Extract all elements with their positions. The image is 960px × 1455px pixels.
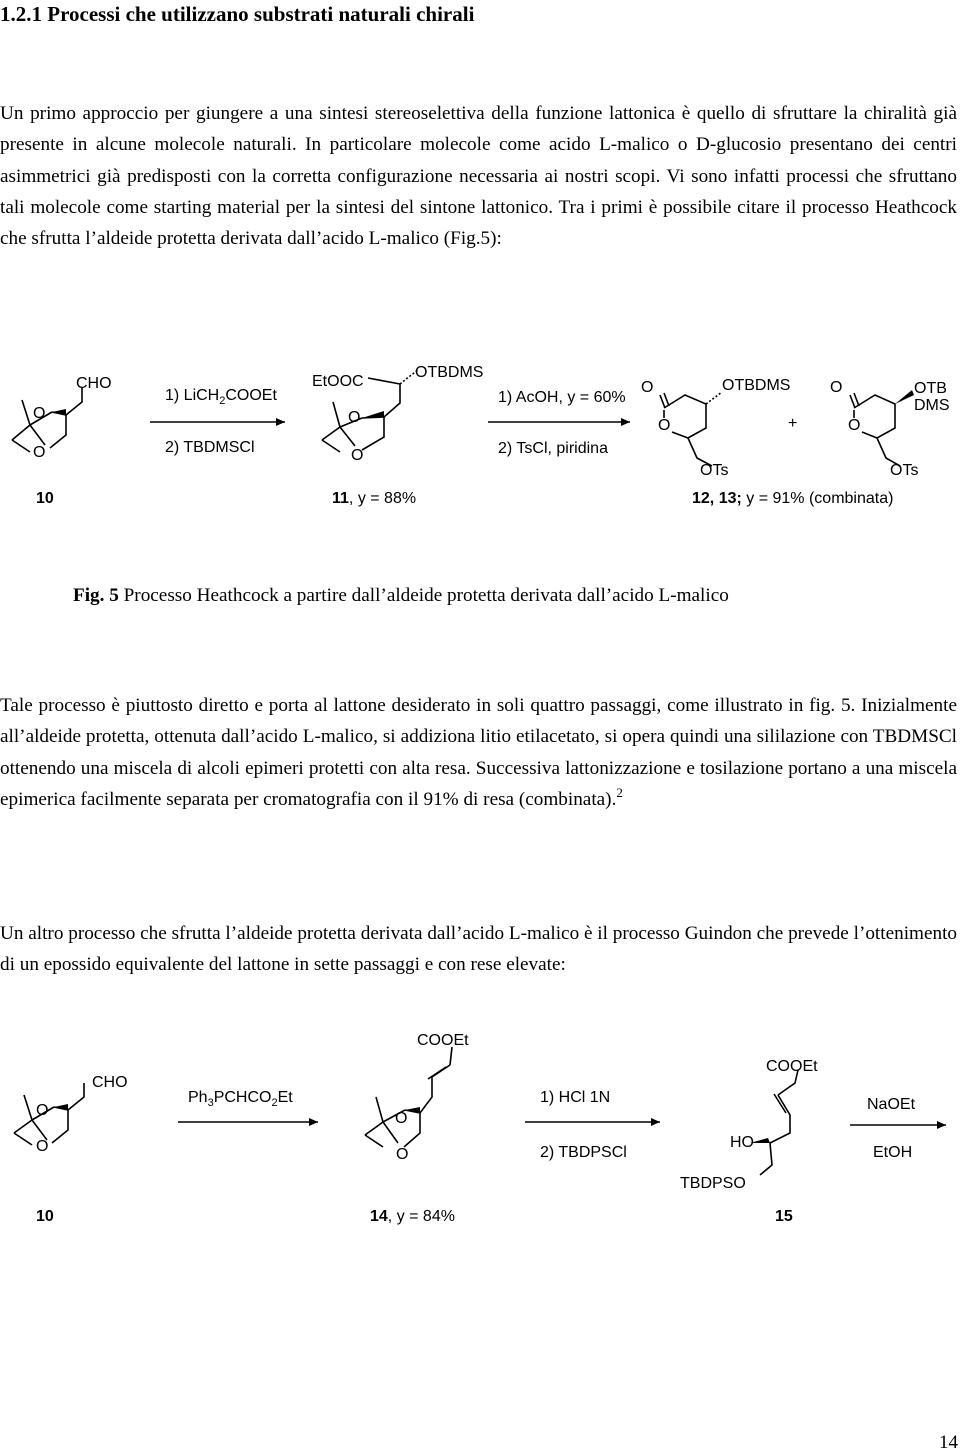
group-cho: CHO [92,1074,128,1091]
reagent-step4: 2) TsCl, piridina [498,440,608,457]
section-heading: 1.2.1 Processi che utilizzano substrati naturali chirali [0,2,475,26]
atom-o: O [395,1110,408,1127]
reagent-tbdpscl: 2) TBDPSCl [540,1144,627,1161]
compound-15-bonds [760,1070,798,1175]
paragraph-guindon [0,918,957,981]
label-compound-10: 10 [36,1208,54,1225]
paragraph-guindon-text: Un altro processo che sfrutta l’aldeide protetta derivata dall’acido L-malico è il processo Guindon che prevede l’ottenimento di un epossido equivalente del lattone in sette passaggi e con rese elevate: [0,923,957,976]
paragraph-intro [0,98,957,254]
label-compound-12-13: 12, 13; y = 91% (combinata) [692,490,894,507]
paragraph-discussion-text: Tale processo è piuttosto diretto e porta al lattone desiderato in soli quattro passaggi, come illustrato in fig. 5. Inizialmente all’aldeide protetta, ottenuta dall’acido L-malico, si addiziona litio etilacetato, si opera quindi una sililazione con TBDMSCl ottenendo una miscela di alcoli epimeri protetti con alta resa. Successiva lattonizzazione e tosilazione portano a una miscela epimerica facilmente separata per cromatografia con il 91% di resa (combinata). [0,695,957,810]
group-otb: OTB [914,380,947,397]
wedge-bond [895,390,914,404]
paragraph-discussion [0,690,957,815]
arrow-head [651,1118,660,1126]
scheme-guindon-svg [0,1025,960,1235]
atom-o: O [348,409,361,426]
figure-caption [73,585,729,607]
scheme-heathcock-svg [0,340,960,540]
label-compound-14: 14, y = 84% [370,1208,455,1225]
reagent-naoet: NaOEt [867,1096,916,1113]
atom-o: O [396,1146,409,1163]
label-compound-11: 11, y = 88% [332,490,417,507]
caption-text: Processo Heathcock a partire dall’aldeide protetta derivata dall’acido L-malico [118,585,729,606]
group-cooet: COOEt [766,1058,818,1075]
reagent-etoh: EtOH [873,1144,913,1161]
compound-14-bonds [365,1047,452,1147]
atom-o: O [33,405,46,422]
group-etooc: EtOOC [312,373,364,390]
atom-o: O [36,1138,49,1155]
reagent-hcl: 1) HCl 1N [540,1089,611,1106]
arrow-head [309,1118,318,1126]
compound-10-bonds [14,1083,84,1145]
atom-o: O [848,417,861,434]
atom-o: O [658,417,671,434]
arrow-head [621,418,630,426]
scheme-heathcock [0,340,960,540]
group-cho: CHO [76,375,112,392]
reagent-step3: 1) AcOH, y = 60% [498,389,626,406]
arrow-head [937,1121,946,1129]
group-ots: OTs [700,462,729,479]
scheme-guindon [0,1025,960,1235]
atom-o: O [641,379,654,396]
label-compound-10: 10 [36,490,54,507]
group-otbdms: OTBDMS [415,364,484,381]
group-tbdpso: TBDPSO [680,1175,746,1192]
arrow-head [276,418,285,426]
plus-sign: + [788,415,798,432]
atom-o: O [351,447,364,464]
reagent-wittig: $Ph_3PCHCO_2Et$ [188,1089,293,1109]
paragraph-intro-text: Un primo approccio per giungere a una sintesi stereoselettiva della funzione lattonica è quello di sfruttare la chiralità già presente in alcune molecole naturali. In particolare molecole come acido L-malico o D-glucosio presentano dei centri asimmetrici già predisposti con la corretta configurazione necessaria ai nostri scopi. Vi sono infatti processi che sfruttano tali molecole come starting material per la sintesi del sintone lattonico. Tra i primi è possibile citare il processo Heathcock che sfrutta l’aldeide protetta derivata dall’acido L-malico (Fig.5): [0,103,957,250]
label-compound-15: 15 [775,1208,793,1225]
group-cooet: COOEt [417,1032,469,1049]
compound-10-bonds [12,388,82,452]
atom-o: O [36,1102,49,1119]
atom-o: O [830,379,843,396]
reagent-step1: 1) LiCH$_2$COOEt [165,387,277,407]
group-dms: DMS [914,397,950,414]
group-ots: OTs [890,462,919,479]
page-number: 14 [939,1432,958,1453]
group-otbdms: OTBDMS [722,377,791,394]
group-ho: HO [730,1134,754,1151]
reference-superscript: 2 [616,785,623,801]
wedge-bond [362,411,384,418]
reagent-step2: 2) TBDMSCl [165,439,255,456]
atom-o: O [33,444,46,461]
caption-label: Fig. 5 [73,585,119,606]
